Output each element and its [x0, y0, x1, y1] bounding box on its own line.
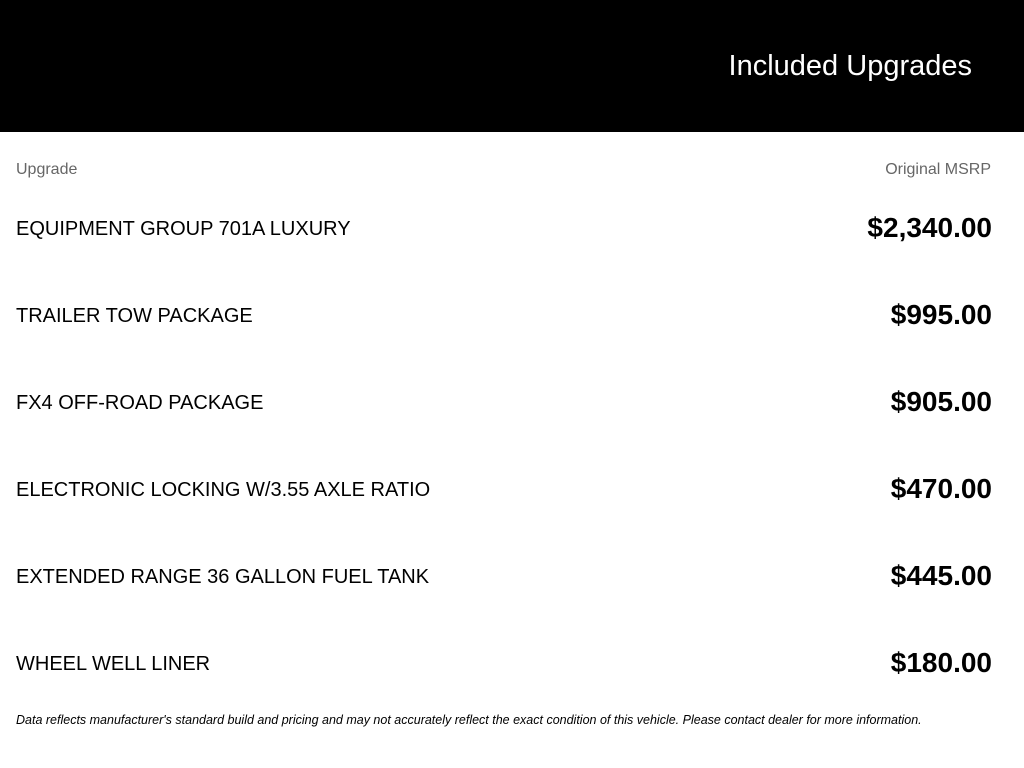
- upgrade-row: [0, 184, 1024, 271]
- upgrade-name: TRAILER TOW PACKAGE: [16, 305, 253, 327]
- disclaimer-text: Data reflects manufacturer's standard build and pricing and may not accurately reflect the exact condition of this vehicle. Please contact dealer for more information.: [16, 713, 922, 727]
- upgrade-row: [0, 445, 1024, 532]
- upgrade-name: EQUIPMENT GROUP 701A LUXURY: [16, 218, 351, 240]
- upgrades-list: [0, 184, 1024, 706]
- upgrade-name: WHEEL WELL LINER: [16, 653, 211, 675]
- header-bar: [0, 0, 1024, 132]
- upgrade-price: $445.00: [890, 560, 992, 591]
- page-title: Included Upgrades: [728, 50, 972, 82]
- upgrade-price: $180.00: [890, 647, 992, 678]
- column-header-upgrade: Upgrade: [16, 161, 78, 178]
- upgrade-price: $995.00: [890, 299, 992, 330]
- upgrade-row: [0, 271, 1024, 358]
- upgrade-row: [0, 619, 1024, 706]
- upgrade-price: $2,340.00: [867, 212, 992, 243]
- upgrade-price: $470.00: [890, 473, 992, 504]
- upgrade-name: ELECTRONIC LOCKING W/3.55 AXLE RATIO: [16, 479, 431, 501]
- upgrade-name: FX4 OFF-ROAD PACKAGE: [16, 392, 264, 414]
- column-header-msrp: Original MSRP: [885, 161, 991, 178]
- upgrade-price: $905.00: [890, 386, 992, 417]
- upgrade-name: EXTENDED RANGE 36 GALLON FUEL TANK: [16, 566, 430, 588]
- upgrade-row: [0, 358, 1024, 445]
- upgrade-row: [0, 532, 1024, 619]
